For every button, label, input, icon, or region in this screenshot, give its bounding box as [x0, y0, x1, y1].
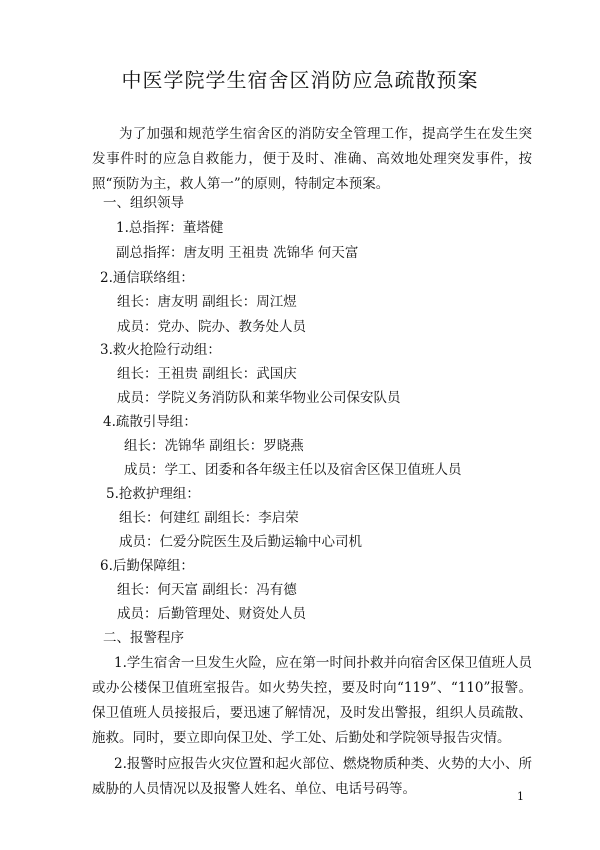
group6-title: 6.后勤保障组： [100, 558, 194, 574]
group3-leaders: 组长：王祖贵 副组长：武国庆 [117, 366, 297, 382]
alarm-paragraph-2: 2.报警时应报告火灾位置和起火部位、燃烧物质种类、火势的大小、所威胁的人员情况以及报警人姓名、单位、电话号码等。 [92, 756, 532, 797]
group6-members: 成员：后勤管理处、财资处人员 [117, 606, 306, 622]
group3-members: 成员：学院义务消防队和莱华物业公司保安队员 [117, 390, 401, 406]
group4-title: 4.疏散引导组： [103, 414, 197, 430]
group6-leaders: 组长：何天富 副组长：冯有德 [117, 582, 297, 598]
section-heading-organization: 一、组织领导 [103, 195, 184, 211]
group2-title: 2.通信联络组： [100, 270, 194, 286]
group4-leaders: 组长：冼锦华 副组长：罗晓燕 [124, 438, 304, 454]
group2-members: 成员：党办、院办、教务处人员 [117, 319, 306, 335]
section-heading-alarm: 二、报警程序 [103, 630, 184, 646]
document-title: 中医学院学生宿舍区消防应急疏散预案 [121, 68, 479, 92]
group4-members: 成员：学工、团委和各年级主任以及宿舍区保卫值班人员 [124, 462, 462, 478]
commander-line: 1.总指挥：董塔健 [116, 220, 224, 236]
page-number: 1 [517, 790, 524, 803]
group5-title: 5.抢救护理组： [106, 486, 200, 502]
group5-members: 成员：仁爱分院医生及后勤运输中心司机 [119, 534, 362, 550]
alarm-paragraph-1: 1.学生宿舍一旦发生火险，应在第一时间扑救并向宿舍区保卫值班人员或办公楼保卫值班室报告。如火势失控，要及时向“119”、“110”报警。保卫值班人员接报后，要迅速了解情况，及时发出警报，组织人员疏散、施救。同时，要立即向保卫处、学工处、后勤处和学院领导报告灾情。 [92, 655, 532, 746]
intro-paragraph: 为了加强和规范学生宿舍区的消防安全管理工作，提高学生在发生突发事件时的应急自救能力，便于及时、准确、高效地处理突发事件，按照“预防为主，救人第一”的原则，特制定本预案。 [92, 126, 532, 192]
group5-leaders: 组长：何建红 副组长：李启荣 [119, 510, 299, 526]
group3-title: 3.救火抢险行动组： [100, 342, 221, 358]
group2-leaders: 组长：唐友明 副组长：周江煜 [117, 294, 297, 310]
deputy-commanders-line: 副总指挥：唐友明 王祖贵 冼锦华 何天富 [116, 245, 359, 261]
